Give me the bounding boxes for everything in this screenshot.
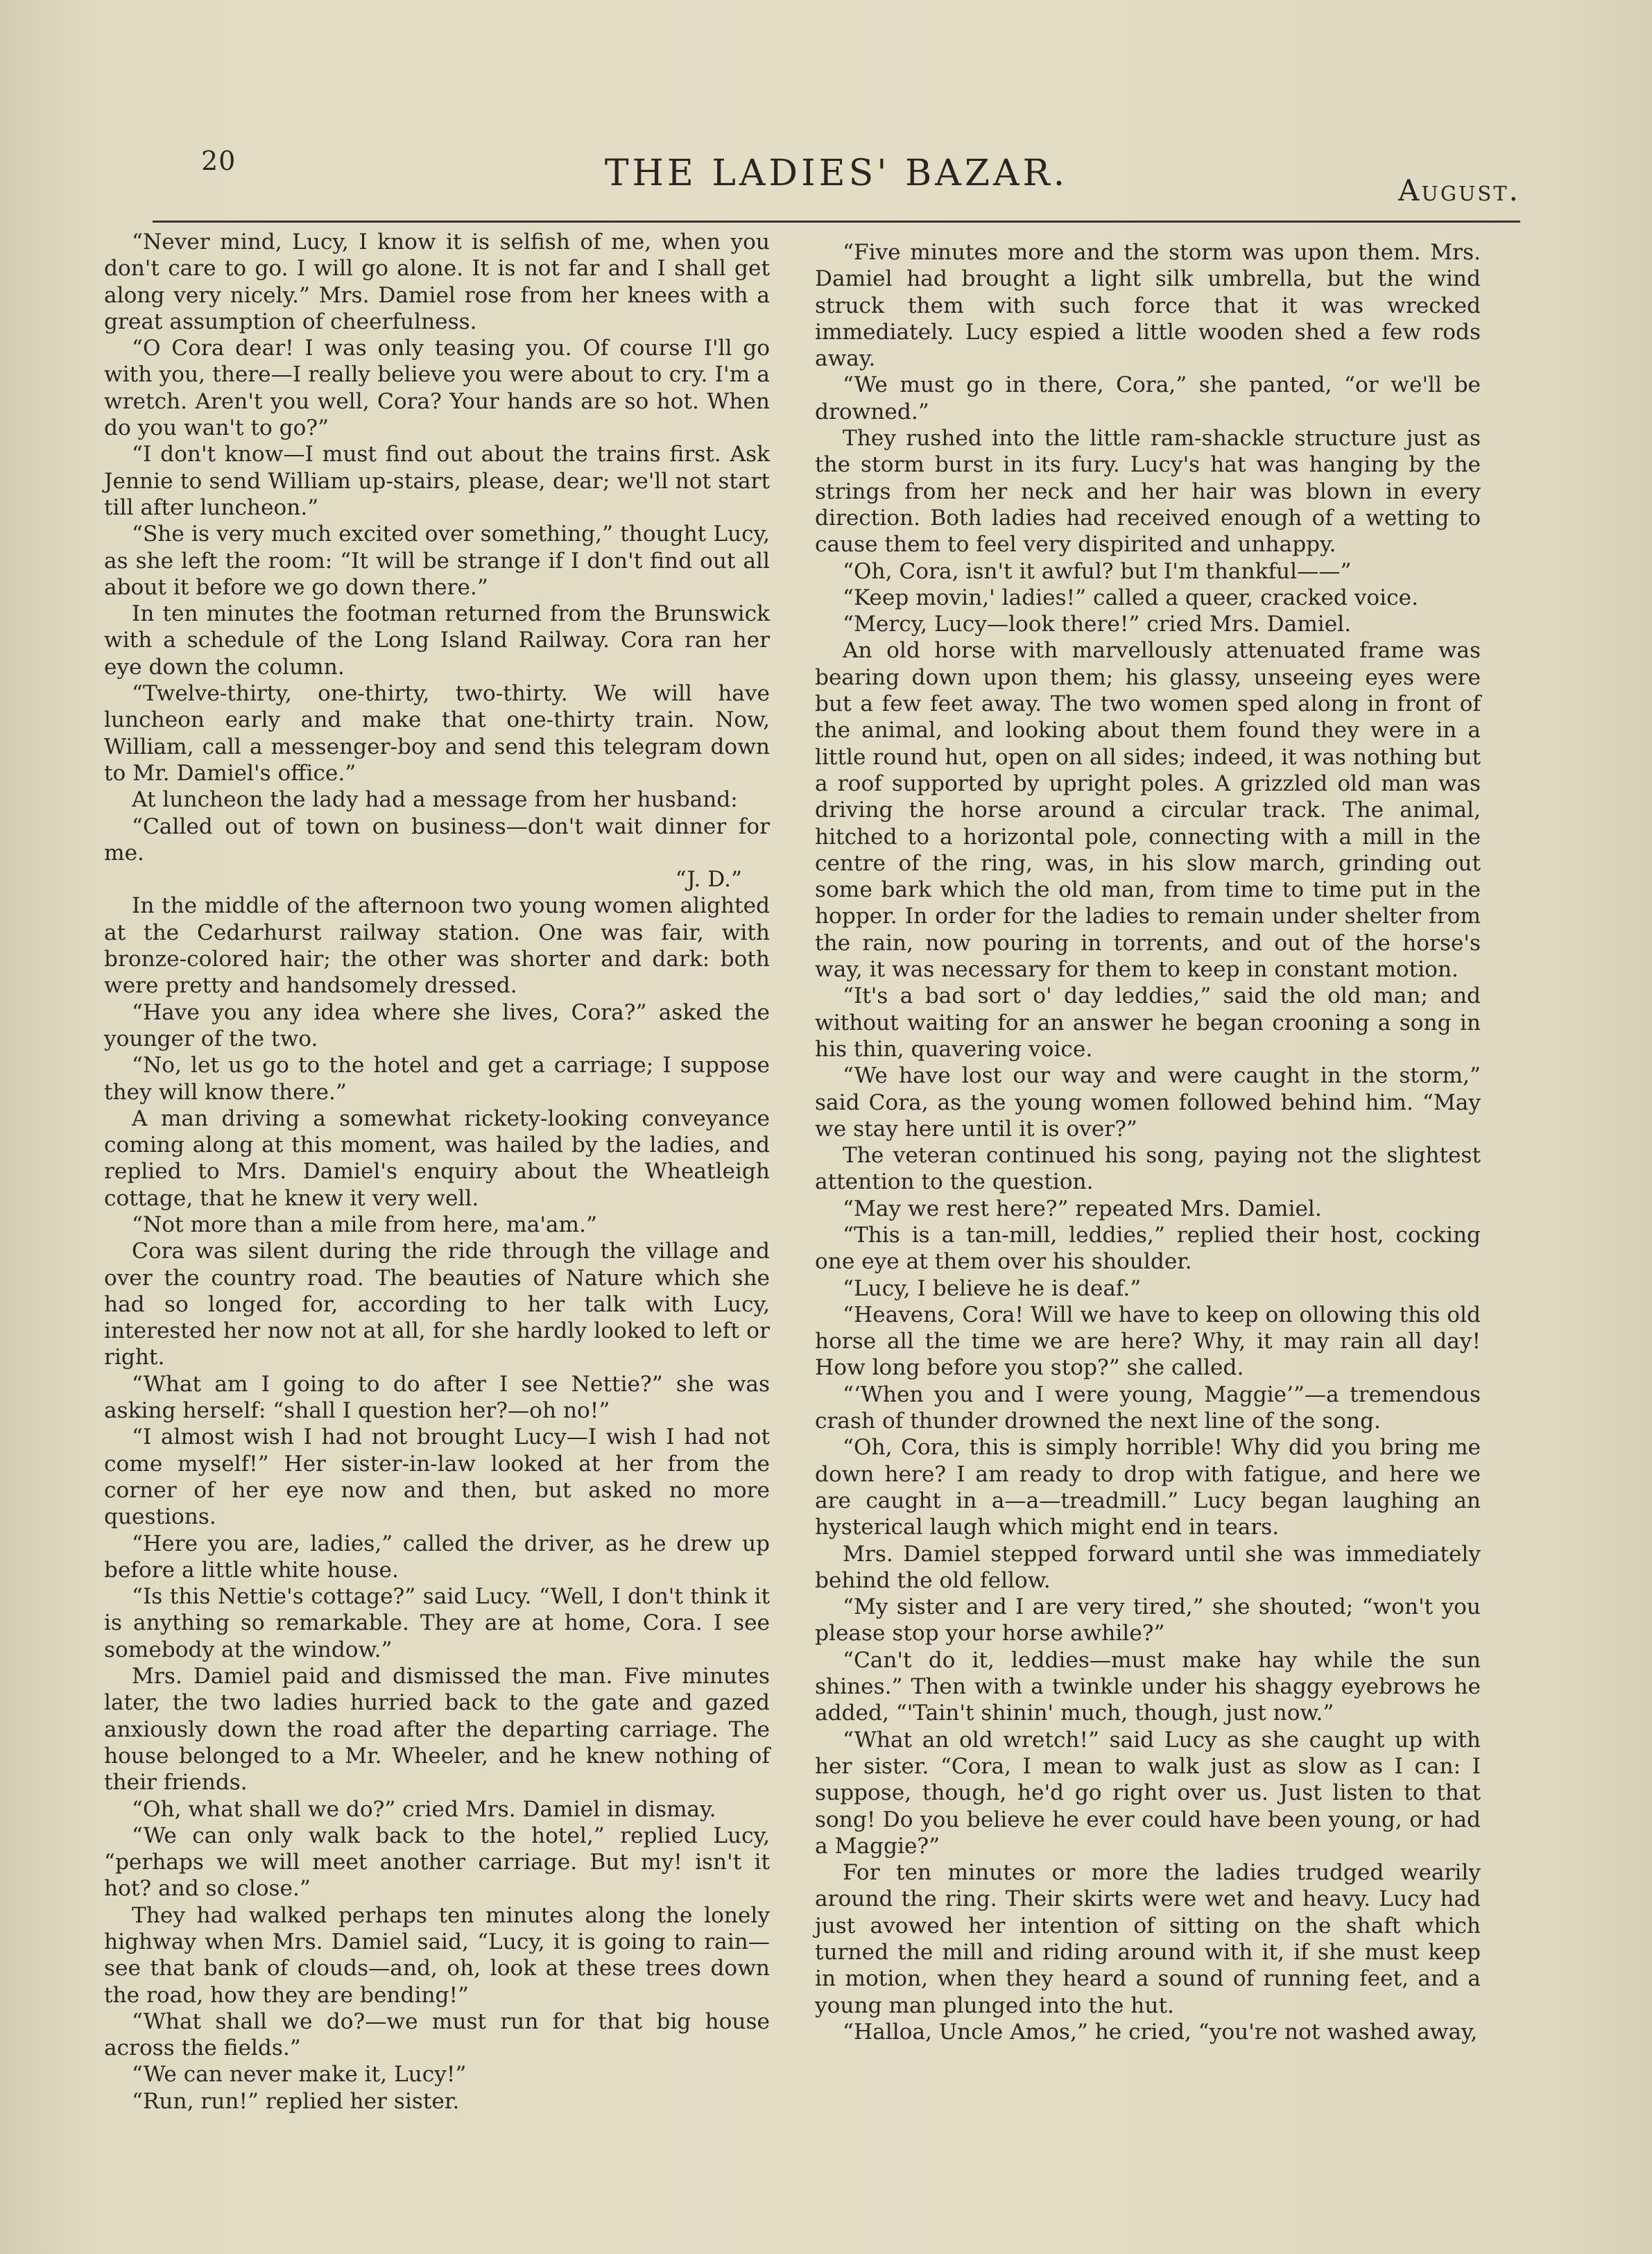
paragraph: The veteran continued his song, paying not the slightest attention to the question. (815, 1143, 1481, 1195)
paragraph: “Oh, Cora, this is simply horrible! Why did you bring me down here? I am ready to drop with fatigue, and here we are caught in a—a—treadmill.” Lucy began laughing an hysterical laugh which might end in tears. (815, 1435, 1481, 1540)
paragraph: At luncheon the lady had a message from her husband: (132, 787, 738, 813)
paragraph: “We can never make it, Lucy!” (132, 2062, 467, 2088)
paragraph: “O Cora dear! I was only teasing you. Of course I'll go with you, there—I really believe you were about to cry. I'm a wretch. Aren't you well, Cora? Your hands are so hot. When do you wan't to go?” (104, 336, 770, 441)
paragraph: “‘When you and I were young, Maggie’”—a tremendous crash of thunder drowned the next line of the song. (815, 1382, 1481, 1434)
paragraph: Mrs. Damiel paid and dismissed the man. Five minutes later, the two ladies hurried back to the gate and gazed anxiously down the road after the departing carriage. The house belonged to a Mr. Wheeler, and he knew nothing of their friends. (104, 1664, 770, 1796)
paragraph: “Oh, what shall we do?” cried Mrs. Damiel in dismay. (132, 1796, 716, 1822)
paragraph: “Is this Nettie's cottage?” said Lucy. “Well, I don't think it is anything so remarkable. They are at home, Cora. I see somebody at the window.” (104, 1584, 770, 1662)
paragraph: “We can only walk back to the hotel,” replied Lucy, “perhaps we will meet another carriage. But my! isn't it hot? and so close.” (104, 1823, 770, 1902)
paragraph: For ten minutes or more the ladies trudged wearily around the ring. Their skirts were wet and heavy. Lucy had just avowed her intention of sitting on the shaft which turned the mill and riding around with it, if she must keep in motion, when they heard a sound of running feet, and a young man plunged into the hut. (815, 1860, 1481, 2018)
paragraph: “Halloa, Uncle Amos,” he cried, “you're not washed away, (843, 2019, 1478, 2045)
paragraph: “Called out of town on business—don't wait dinner for me. (104, 814, 770, 866)
paragraph: “Lucy, I believe he is deaf.” (843, 1275, 1142, 1301)
paragraph: “Have you any idea where she lives, Cora?” asked the younger of the two. (104, 999, 770, 1051)
left-column (104, 229, 770, 2115)
paragraph: “Here you are, ladies,” called the driver, as he drew up before a little white house. (104, 1531, 770, 1583)
page-number: 20 (201, 146, 236, 176)
paragraph: “We must go in there, Cora,” she panted, “or we'll be drowned.” (815, 372, 1481, 424)
paragraph: In ten minutes the footman returned from the Brunswick with a schedule of the Long Island Railway. Cora ran her eye down the column. (104, 601, 770, 680)
paragraph: “May we rest here?” repeated Mrs. Damiel. (843, 1196, 1322, 1221)
paragraph: “What an old wretch!” said Lucy as she caught up with her sister. “Cora, I mean to walk just as slow as I can: I suppose, though, he'd go right over us. Just listen to that song! Do you believe he ever could have been young, or had a Maggie?” (815, 1727, 1481, 1859)
paragraph: They rushed into the little ram-shackle structure just as the storm burst in its fury. Lucy's hat was hanging by the strings from her neck and her hair was blown in every direction. Both ladies had received enough of a wetting to cause them to feel very dispirited and unhappy. (815, 426, 1481, 558)
paragraph: “Not more than a mile from here, ma'am.” (132, 1212, 597, 1237)
paragraph: “My sister and I are very tired,” she shouted; “won't you please stop your horse awhile?” (815, 1594, 1481, 1646)
paragraph: An old horse with marvellously attenuated frame was bearing down upon them; his glassy, unseeing eyes were but a few feet away. The two women sped along in front of the animal, and looking about them found they were in a little round hut, open on all sides; indeed, it was nothing but a roof supported by upright poles. A grizzled old man was driving the horse around a circular track. The animal, hitched to a horizontal pole, connecting with a mill in the centre of the ring, was, in his slow march, grinding out some bark which the old man, from time to time put in the hopper. In order for the ladies to remain under shelter from the rain, now pouring in torrents, and out of the horse's way, it was necessary for them to keep in constant motion. (815, 638, 1481, 983)
paragraph: A man driving a somewhat rickety-looking conveyance coming along at this moment, was hailed by the ladies, and replied to Mrs. Damiel's enquiry about the Wheatleigh cottage, that he knew it very well. (104, 1106, 770, 1211)
paragraph: “It's a bad sort o' day leddies,” said the old man; and without waiting for an answer he began crooning a song in his thin, quavering voice. (815, 983, 1481, 1062)
right-column (815, 239, 1481, 2045)
signature-line: “J. D.” (675, 867, 742, 893)
masthead-title: THE LADIES' BAZAR. (604, 153, 1069, 194)
page-header (153, 139, 1520, 222)
paragraph: “Run, run!” replied her sister. (132, 2088, 460, 2114)
paragraph: “We have lost our way and were caught in the storm,” said Cora, as the young women followed behind him. “May we stay here until it is over?” (815, 1063, 1481, 1142)
header-rule (153, 221, 1520, 223)
paragraph: “Never mind, Lucy, I know it is selfish of me, when you don't care to go. I will go alone. It is not far and I shall get along very nicely.” Mrs. Damiel rose from her knees with a great assumption of cheerfulness. (104, 230, 770, 334)
paragraph: Cora was silent during the ride through the village and over the country road. The beauties of Nature which she had so longed for, according to her talk with Lucy, interested her now not at all, for she hardly looked to left or right. (104, 1239, 770, 1370)
paragraph: “Can't do it, leddies—must make hay while the sun shines.” Then with a twinkle under his shaggy eyebrows he added, “'Tain't shinin' much, though, just now.” (815, 1647, 1481, 1726)
paragraph: “Heavens, Cora! Will we have to keep on ollowing this old horse all the time we are here? Why, it may rain all day! How long before you stop?” she called. (815, 1302, 1481, 1381)
paragraph: In the middle of the afternoon two young women alighted at the Cedarhurst railway station. One was fair, with bronze-colored hair; the other was shorter and dark: both were pretty and handsomely dressed. (104, 893, 770, 999)
paragraph: “Oh, Cora, isn't it awful? but I'm thankful——” (843, 558, 1352, 584)
paragraph: “No, let us go to the hotel and get a carriage; I suppose they will know there.” (104, 1053, 770, 1105)
paragraph: Mrs. Damiel stepped forward until she was immediately behind the old fellow. (815, 1541, 1481, 1593)
paragraph: “Keep movin,' ladies!” called a queer, cracked voice. (843, 585, 1418, 610)
paragraph: “What shall we do?—we must run for that big house across the fields.” (104, 2008, 770, 2061)
issue-month: August. (1398, 173, 1520, 207)
paragraph: “Twelve-thirty, one-thirty, two-thirty. We will have luncheon early and make that one-thirty train. Now, William, call a messenger-boy and send this telegram down to Mr. Damiel's office.” (104, 681, 770, 786)
paragraph: “Five minutes more and the storm was upon them. Mrs. Damiel had brought a light silk umbrella, but the wind struck them with such force that it was wrecked immediately. Lucy espied a little wooden shed a few rods away. (815, 240, 1481, 372)
paragraph: “I almost wish I had not brought Lucy—I wish I had not come myself!” Her sister-in-law looked at her from the corner of her eye now and then, but asked no more questions. (104, 1425, 770, 1530)
paragraph: “Mercy, Lucy—look there!” cried Mrs. Damiel. (843, 612, 1352, 637)
paragraph: They had walked perhaps ten minutes along the lonely highway when Mrs. Damiel said, “Lucy, it is going to rain—see that bank of clouds—and, oh, look at these trees down the road, how they are bending!” (104, 1902, 770, 2008)
paragraph: “This is a tan-mill, leddies,” replied their host, cocking one eye at them over his shoulder. (815, 1222, 1481, 1275)
paragraph: “What am I going to do after I see Nettie?” she was asking herself: “shall I question her?—oh no!” (104, 1371, 770, 1424)
paragraph: “She is very much excited over something,” thought Lucy, as she left the room: “It will be strange if I don't find out all about it before we go down there.” (104, 522, 770, 600)
paragraph: “I don't know—I must find out about the trains first. Ask Jennie to send William up-stairs, please, dear; we'll not start till after luncheon.” (104, 442, 770, 520)
